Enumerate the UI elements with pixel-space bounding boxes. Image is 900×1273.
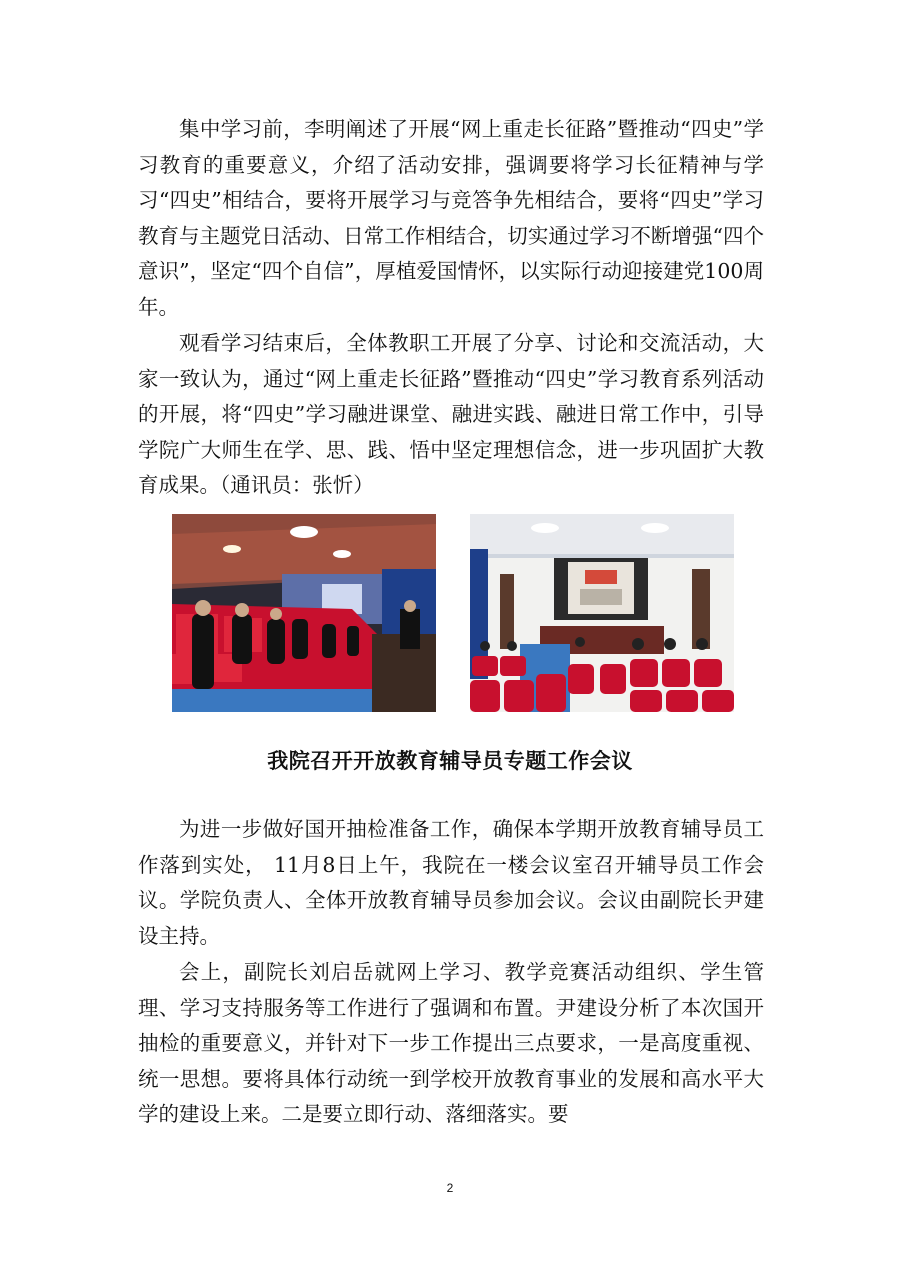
lecture-hall-photo <box>172 514 436 712</box>
article1-paragraph-1: 集中学习前，李明阐述了开展“网上重走长征路”暨推动“四史”学习教育的重要意义，介绍了活动安排，强调要将学习长征精神与学习“四史”相结合，要将开展学习与竞答争先相结合，要将“四史”学习教育与主题党日活动、日常工作相结合，切实通过学习不断增强“四个意识”，坚定“四个自信”，厚植爱国情怀，以实际行动迎接建党100周年。 <box>138 117 764 319</box>
article2-paragraph-2: 会上，副院长刘启岳就网上学习、教学竞赛活动组织、学生管理、学习支持服务等工作进行了强调和布置。尹建设分析了本次国开抽检的重要意义，并针对下一步工作提出三点要求，一是高度重视、统一思想。要将具体行动统一到学校开放教育事业的发展和高水平大学的建设上来。二是要立即行动、落细落实。要 <box>138 960 764 1127</box>
page-number: 2 <box>446 1181 454 1195</box>
article1-paragraph-2: 观看学习结束后，全体教职工开展了分享、讨论和交流活动，大家一致认为，通过“网上重走长征路”暨推动“四史”学习教育系列活动的开展，将“四史”学习融进课堂、融进实践、融进日常工作中，引导学院广大师生在学、思、践、悟中坚定理想信念，进一步巩固扩大教育成果。（通讯员：张忻） <box>138 331 764 498</box>
article-title: 我院召开开放教育辅导员专题工作会议 <box>267 749 633 773</box>
article2-paragraph-1: 为进一步做好国开抽检准备工作，确保本学期开放教育辅导员工作落到实处， 11月8日上午，我院在一楼会议室召开辅导员工作会议。学院负责人、全体开放教育辅导员参加会议。会议由副院长尹建设主持。 <box>138 817 764 948</box>
meeting-room-photo <box>470 514 734 712</box>
